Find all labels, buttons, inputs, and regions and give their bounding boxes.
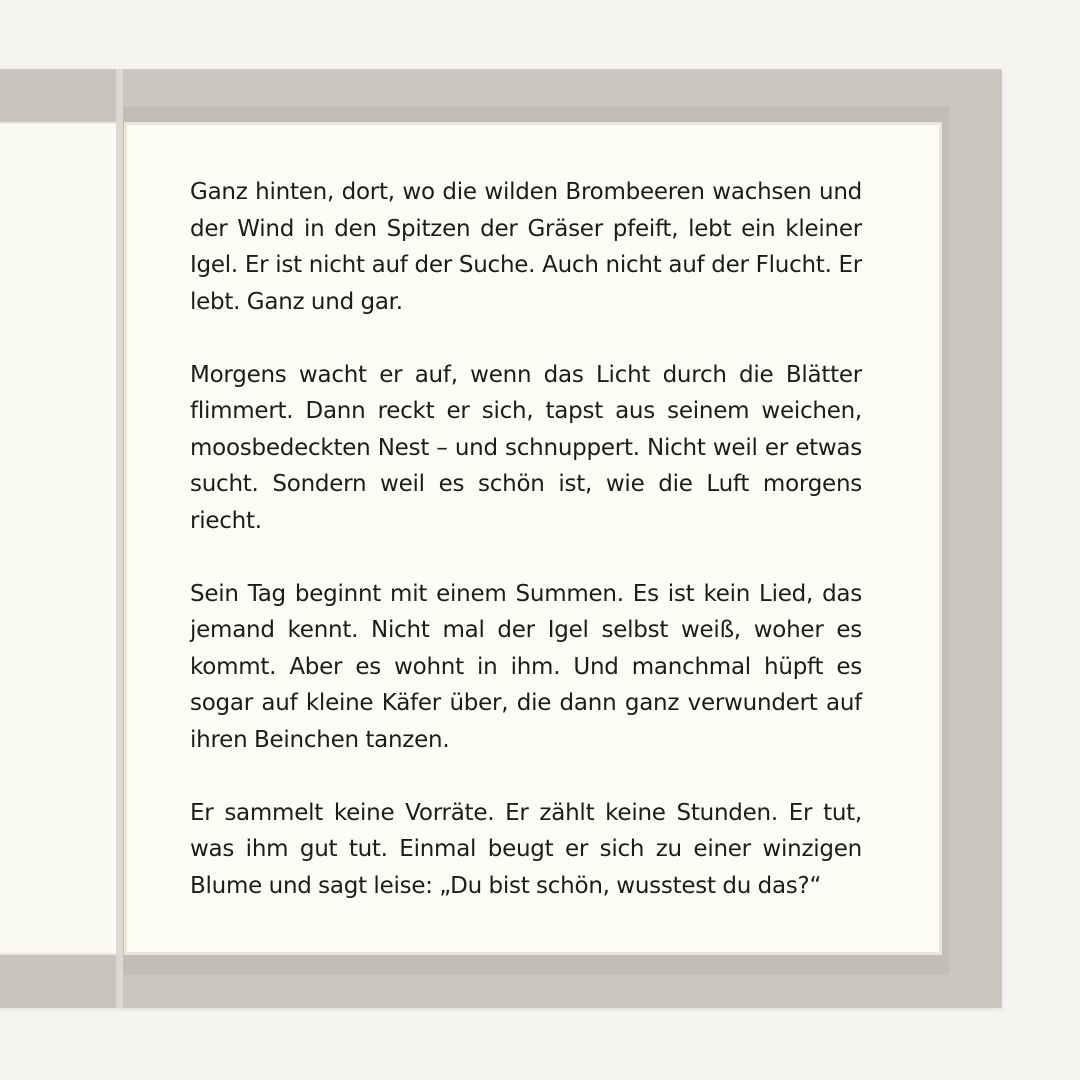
paragraph-4: Er sammelt keine Vorräte. Er zählt keine Stunden. Er tut, was ihm gut tut. Einmal beugt er sich zu einer winzigen Blume und sagt leise: „Du bist schön, wusstest du das?“: [190, 799, 862, 899]
paragraph-2: Morgens wacht er auf, wenn das Licht durch die Blätter flimmert. Dann reckt er sich, tapst aus seinem weichen, moosbedeckten Nest – und schnuppert. Nicht weil er etwas sucht. Sondern weil es schön ist, wie die Luft morgens riecht.: [190, 361, 862, 534]
story-text: [190, 174, 862, 904]
book-spine: [116, 69, 123, 1008]
right-page: [124, 122, 942, 955]
paragraph-1: Ganz hinten, dort, wo die wilden Brombeeren wachsen und der Wind in den Spitzen der Gräser pfeift, lebt ein kleiner Igel. Er ist nicht auf der Suche. Auch nicht auf der Flucht. Er lebt. Ganz und gar.: [190, 179, 862, 315]
left-page: [0, 122, 118, 955]
paragraph-3: Sein Tag beginnt mit einem Summen. Es ist kein Lied, das jemand kennt. Nicht mal der Igel selbst weiß, woher es kommt. Aber es wohnt in ihm. Und manchmal hüpft es sogar auf kleine Käfer über, die dann ganz verwundert auf ihren Beinchen tanzen.: [190, 580, 862, 753]
